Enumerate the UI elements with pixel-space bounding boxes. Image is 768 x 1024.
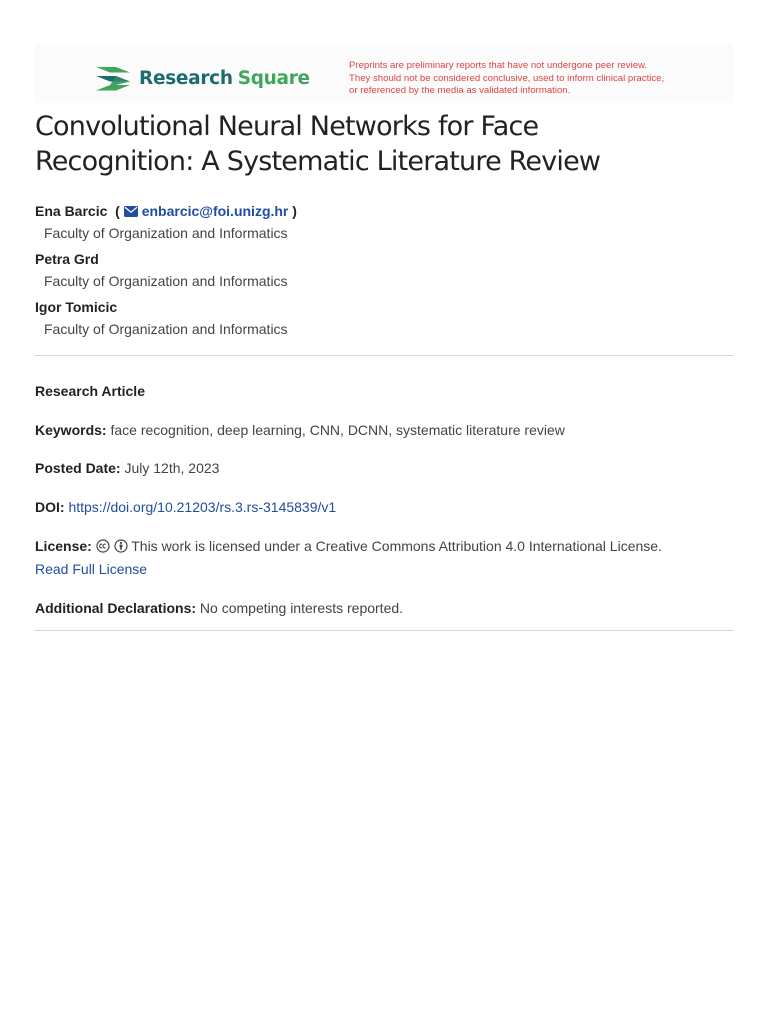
preprint-disclaimer [349,60,729,98]
divider-bottom [35,630,733,631]
license-label: License: [35,538,92,554]
author-entry [35,201,735,245]
doi-link[interactable]: https://doi.org/10.21203/rs.3.rs-3145839/v1 [68,499,337,515]
declarations-label: Additional Declarations: [35,600,197,616]
email-wrapper: ( enbarcic@foi.unizg.hr ) [115,203,297,219]
author-affiliation: Faculty of Organization and Informatics [44,273,288,289]
keywords-row [35,419,733,442]
paper-title [35,109,735,179]
by-icon [114,539,128,553]
read-full-license-link[interactable]: Read Full License [35,561,148,577]
author-name-row [35,201,735,221]
logo-text [139,67,310,89]
read-license-row [35,558,733,581]
author-list [35,201,735,345]
author-email: enbarcic@foi.unizg.hr [141,203,289,219]
disclaimer-line: They should not be considered conclusive, used to inform clinical practice, [349,72,665,84]
logo-word-research: Research [139,67,233,89]
declarations-value: No competing interests reported. [199,600,404,616]
doi-label: DOI: [35,499,65,515]
author-name: Ena Barcic [35,203,108,219]
author-email-link[interactable] [124,203,289,219]
logo-word-square: Square [237,67,310,89]
license-row [35,535,733,558]
posted-date-value: July 12th, 2023 [124,460,220,476]
paper-title-line: Recognition: A Systematic Literature Review [35,146,601,177]
author-name: Igor Tomicic [35,299,118,315]
disclaimer-line: Preprints are preliminary reports that have not undergone peer review. [349,60,648,71]
paper-title-line: Convolutional Neural Networks for Face [35,111,539,142]
author-name: Petra Grd [35,251,99,267]
posted-date-label: Posted Date: [35,460,121,476]
divider-top [35,355,733,356]
disclaimer-line: or referenced by the media as validated information. [349,85,571,96]
keywords-value: face recognition, deep learning, CNN, DCNN, systematic literature review [110,422,565,438]
envelope-icon [124,206,138,217]
declarations-row [35,597,733,620]
cc-icon [96,539,110,553]
article-type-row [35,380,733,403]
author-affiliation: Faculty of Organization and Informatics [44,321,288,337]
article-type: Research Article [35,383,145,399]
author-affiliation: Faculty of Organization and Informatics [44,225,288,241]
author-entry [35,297,735,341]
header-banner [35,45,733,103]
posted-date-row [35,457,733,480]
research-square-logo[interactable] [95,64,310,94]
research-square-logo-icon [95,64,131,94]
doi-row [35,496,733,519]
keywords-label: Keywords: [35,422,107,438]
license-icons [96,538,128,554]
license-text: This work is licensed under a Creative Commons Attribution 4.0 International License. [131,538,662,554]
author-entry [35,249,735,293]
